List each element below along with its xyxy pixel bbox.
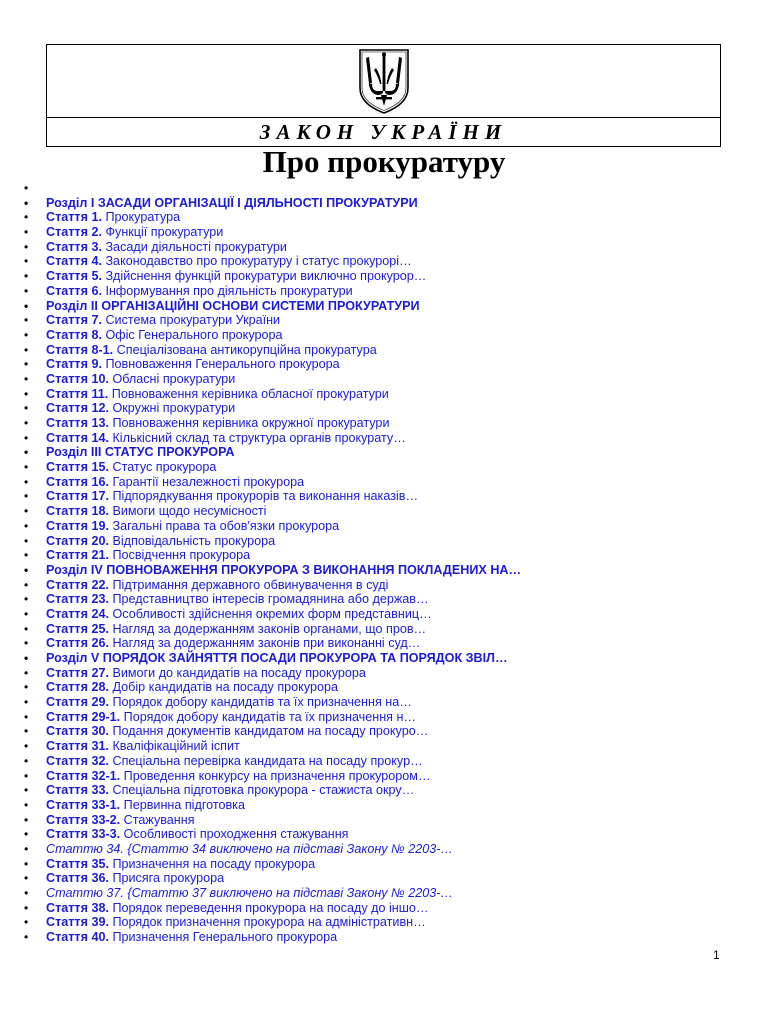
toc-article-link[interactable] <box>24 210 724 225</box>
toc-item-label: Стаття 29-1. <box>46 709 121 724</box>
toc-article-link[interactable] <box>24 489 724 504</box>
toc-item-text: Офіс Генерального прокурора <box>105 327 283 342</box>
toc-item-text: ПОРЯДОК ЗАЙНЯТТЯ ПОСАДИ ПРОКУРОРА ТА ПОРЯДОК ЗВІЛ… <box>102 651 508 665</box>
toc-item-label: Стаття 1. <box>46 210 102 225</box>
toc-article-link[interactable] <box>24 284 724 299</box>
toc-article-link[interactable] <box>24 269 724 284</box>
toc-item-label: Стаття 24. <box>46 606 109 621</box>
toc-article-link[interactable] <box>24 519 724 534</box>
toc-article-link[interactable] <box>24 225 724 240</box>
toc-item-label: Стаття 33-3. <box>46 827 121 842</box>
toc-item-label: Стаття 2. <box>46 225 102 240</box>
toc-article-link[interactable] <box>24 240 724 255</box>
toc-item-label: Стаття 30. <box>46 724 109 739</box>
toc-item-text: Особливості здійснення окремих форм представниц… <box>112 606 432 621</box>
toc-article-link[interactable] <box>24 871 724 886</box>
toc-item-label: Розділ I <box>46 195 95 210</box>
toc-item-label: Стаття 13. <box>46 416 109 430</box>
toc-article-link[interactable] <box>24 504 724 519</box>
toc-article-link[interactable] <box>24 842 724 857</box>
coat-of-arms-icon <box>354 46 414 116</box>
law-type-row <box>47 118 720 146</box>
toc-item-text: Подання документів кандидатом на посаду прокуро… <box>112 724 429 739</box>
toc-article-link[interactable] <box>24 313 724 328</box>
emblem-row <box>47 45 720 118</box>
toc-item-text: Гарантії незалежності прокурора <box>112 474 305 489</box>
toc-item-text: Посвідчення прокурора <box>112 548 251 563</box>
toc-item-text: Особливості проходження стажування <box>123 827 349 842</box>
page-number: 1 <box>713 948 720 962</box>
toc-item-text: Інформування про діяльність прокуратури <box>105 283 353 298</box>
toc-item-text: Вимоги щодо несумісності <box>112 504 267 519</box>
toc-item-text: Нагляд за додержанням законів при виконанні суд… <box>112 636 421 651</box>
toc-article-link[interactable] <box>24 886 724 901</box>
toc-article-link[interactable] <box>24 798 724 813</box>
toc-item-label: Стаття 33. <box>46 783 109 798</box>
toc-article-link[interactable] <box>24 695 724 710</box>
toc-item-label: Стаття 14. <box>46 430 109 445</box>
toc-item-text: Добір кандидатів на посаду прокурора <box>112 680 338 695</box>
toc-article-link[interactable] <box>24 769 724 784</box>
toc-item-text: Первинна підготовка <box>123 797 245 812</box>
toc-article-link[interactable] <box>24 607 724 622</box>
toc-article-link[interactable] <box>24 431 724 446</box>
toc-item-text: Порядок призначення прокурора на адміністративн… <box>112 915 426 930</box>
toc-article-link[interactable] <box>24 901 724 916</box>
toc-item-label: Стаття 21. <box>46 548 109 563</box>
toc-item-text: Повноваження Генерального прокурора <box>105 357 340 372</box>
toc-item-text: Загальні права та обов'язки прокурора <box>112 518 340 533</box>
toc-section-link[interactable] <box>24 196 724 211</box>
toc-item-label: Стаття 40. <box>46 930 109 945</box>
toc-item-text: Спеціальна перевірка кандидата на посаду прокур… <box>112 753 423 768</box>
toc-article-link[interactable] <box>24 636 724 651</box>
toc-item-label: Стаття 20. <box>46 533 109 548</box>
toc-item-label: Розділ II <box>46 298 98 313</box>
toc-item-label: Стаття 28. <box>46 680 109 695</box>
toc-article-link[interactable] <box>24 387 724 402</box>
toc-item-label: Стаття 15. <box>46 460 109 475</box>
toc-article-link[interactable] <box>24 622 724 637</box>
toc-item-text: Функції прокуратури <box>105 225 224 240</box>
toc-item-text: ПОВНОВАЖЕННЯ ПРОКУРОРА З ВИКОНАННЯ ПОКЛАДЕНИХ НА… <box>106 562 522 577</box>
toc-item-label: Стаття 38. <box>46 900 109 915</box>
toc-section-link[interactable] <box>24 563 724 578</box>
toc-item-text: Проведення конкурсу на призначення прокурором… <box>123 768 431 783</box>
toc-item-label: Стаття 39. <box>46 915 109 930</box>
toc-item-text: Повноваження керівника окружної прокуратури <box>112 416 390 430</box>
toc-item-text: Повноваження керівника обласної прокуратури <box>111 386 389 401</box>
toc-article-link[interactable] <box>24 401 724 416</box>
toc-item-text: Призначення на посаду прокурора <box>112 856 316 871</box>
toc-article-link[interactable] <box>24 372 724 387</box>
toc-article-link[interactable] <box>24 328 724 343</box>
toc-item-text: Порядок добору кандидатів та їх призначення на… <box>112 695 412 710</box>
toc-item-label: Стаття 8. <box>46 327 102 342</box>
toc-article-link[interactable] <box>24 724 724 739</box>
toc-section-link[interactable] <box>24 299 724 314</box>
toc-item-label: Стаття 36. <box>46 871 109 886</box>
toc-item-label: Стаття 32-1. <box>46 768 121 783</box>
toc-item-text: Підпорядкування прокурорів та виконання наказів… <box>112 489 419 504</box>
toc-article-link[interactable] <box>24 578 724 593</box>
toc-item-label: Розділ IV <box>46 562 103 577</box>
toc-item-text: Кількісний склад та структура органів прокурату… <box>112 430 406 445</box>
toc-item-text: {Статтю 34 виключено на підставі Закону № 2203-… <box>127 841 453 856</box>
toc-item-label: Стаття 23. <box>46 592 109 607</box>
toc-item-text: ОРГАНІЗАЦІЙНІ ОСНОВИ СИСТЕМИ ПРОКУРАТУРИ <box>101 298 420 313</box>
toc-item-text: Представництво інтересів громадянина або держав… <box>112 592 429 607</box>
toc-item-text: Окружні прокуратури <box>112 401 236 416</box>
toc-item-text: Порядок добору кандидатів та їх призначення н… <box>123 709 417 724</box>
toc-item-label: Стаття 3. <box>46 239 102 254</box>
toc-item-label: Стаття 10. <box>46 371 109 386</box>
toc-item-label: Стаття 4. <box>46 254 102 269</box>
toc-item-label: Стаття 33-2. <box>46 812 121 827</box>
toc-article-link[interactable] <box>24 357 724 372</box>
toc-item-label: Стаття 35. <box>46 856 109 871</box>
toc-section-link[interactable] <box>24 445 724 460</box>
toc-article-link[interactable] <box>24 548 724 563</box>
toc-article-link[interactable] <box>24 343 724 358</box>
toc-item-text: Призначення Генерального прокурора <box>112 930 338 945</box>
document-title: Про прокуратуру <box>262 144 506 179</box>
toc-item-label: Стаття 25. <box>46 621 109 636</box>
toc-item-label: Стаття 5. <box>46 269 102 284</box>
toc-article-link[interactable] <box>24 915 724 930</box>
toc-item-text: Стажування <box>123 812 195 827</box>
toc-item-text: Спеціалізована антикорупційна прокуратура <box>116 342 377 357</box>
toc-item-label: Статтю 37. <box>46 886 124 900</box>
toc-item-text: Відповідальність прокурора <box>112 533 276 548</box>
toc-item-text: Прокуратура <box>105 210 181 225</box>
toc-item-label: Стаття 9. <box>46 357 102 372</box>
toc-article-link[interactable] <box>24 254 724 269</box>
toc-item-label: Розділ III <box>46 445 102 460</box>
toc-item-label: Стаття 8-1. <box>46 342 114 357</box>
toc-item-label: Стаття 11. <box>46 386 109 401</box>
toc-item-label: Розділ V <box>46 651 100 665</box>
toc-item-text: Здійснення функцій прокуратури виключно прокурор… <box>105 269 427 284</box>
toc-item-label: Стаття 32. <box>46 753 109 768</box>
toc-item-text: Порядок переведення прокурора на посаду до іншо… <box>112 900 429 915</box>
toc-article-link[interactable] <box>24 592 724 607</box>
toc-item-label: Стаття 6. <box>46 283 102 298</box>
toc-item-label: Стаття 31. <box>46 739 109 754</box>
toc-item-text: Законодавство про прокуратуру і статус прокурорі… <box>105 254 412 269</box>
header-box <box>46 44 721 147</box>
toc-item-text: Присяга прокурора <box>112 871 225 886</box>
toc-article-link[interactable] <box>24 460 724 475</box>
toc-item-text: Статус прокурора <box>112 460 217 475</box>
toc-item-label: Стаття 12. <box>46 401 109 416</box>
toc-item-text: Вимоги до кандидатів на посаду прокурора <box>112 665 366 680</box>
toc-item-text: Засади діяльності прокуратури <box>105 239 287 254</box>
toc-article-link[interactable] <box>24 783 724 798</box>
toc-article-link[interactable] <box>24 857 724 872</box>
toc-item-label: Стаття 16. <box>46 474 109 489</box>
toc-blank-item <box>24 181 724 196</box>
toc-item-text: Обласні прокуратури <box>112 371 236 386</box>
toc-article-link[interactable] <box>24 754 724 769</box>
toc-item-label: Стаття 27. <box>46 665 109 680</box>
toc-item-label: Стаття 18. <box>46 504 109 519</box>
toc-item-text: Спеціальна підготовка прокурора - стажиста окру… <box>112 783 415 798</box>
toc-item-text: СТАТУС ПРОКУРОРА <box>104 445 235 460</box>
toc-item-text: Нагляд за додержанням законів органами, що пров… <box>112 621 427 636</box>
toc-article-link[interactable] <box>24 534 724 549</box>
toc-item-label: Стаття 33-1. <box>46 797 121 812</box>
toc-article-link[interactable] <box>24 710 724 725</box>
toc-article-link[interactable] <box>24 475 724 490</box>
table-of-contents <box>24 181 724 945</box>
toc-article-link[interactable] <box>24 416 724 431</box>
toc-article-link[interactable] <box>24 680 724 695</box>
toc-item-label: Статтю 34. <box>46 841 124 856</box>
toc-article-link[interactable] <box>24 813 724 828</box>
toc-item-label: Стаття 29. <box>46 695 109 710</box>
toc-article-link[interactable] <box>24 739 724 754</box>
toc-article-link[interactable] <box>24 930 724 945</box>
toc-item-label: Стаття 22. <box>46 577 109 592</box>
toc-article-link[interactable] <box>24 827 724 842</box>
toc-section-link[interactable] <box>24 651 724 666</box>
law-type-heading: ЗАКОН УКРАЇНИ <box>259 119 508 144</box>
toc-article-link[interactable] <box>24 666 724 681</box>
toc-item-text: Кваліфікаційний іспит <box>112 739 240 754</box>
toc-item-text: ЗАСАДИ ОРГАНІЗАЦІЇ І ДІЯЛЬНОСТІ ПРОКУРАТУРИ <box>97 195 418 210</box>
toc-item-label: Стаття 17. <box>46 489 109 504</box>
toc-item-label: Стаття 26. <box>46 636 109 651</box>
toc-item-text: Підтримання державного обвинувачення в суді <box>112 577 389 592</box>
toc-item-label: Стаття 7. <box>46 313 102 328</box>
toc-item-text: Система прокуратури України <box>105 313 281 328</box>
toc-item-text: {Статтю 37 виключено на підставі Закону № 2203-… <box>127 886 453 900</box>
toc-item-label: Стаття 19. <box>46 518 109 533</box>
